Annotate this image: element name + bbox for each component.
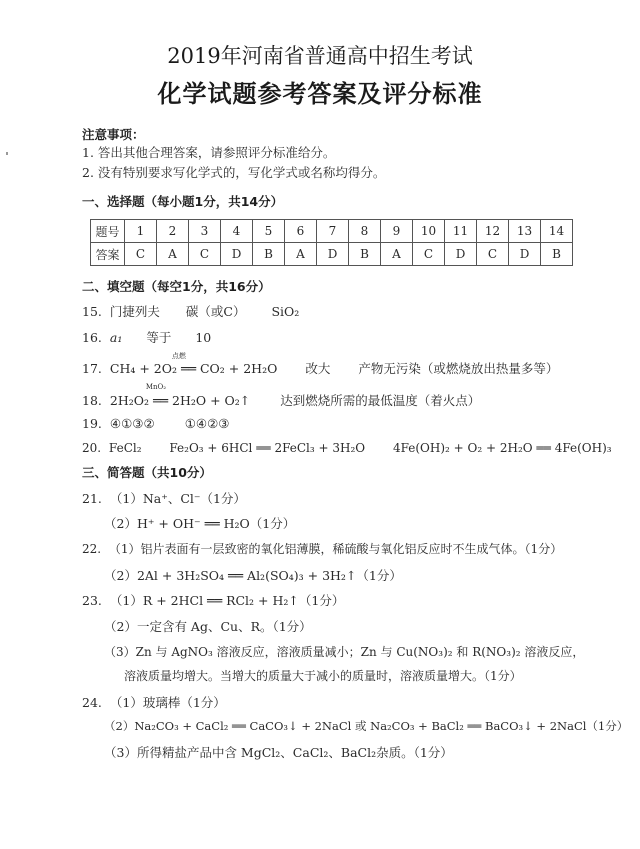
note-item: 2. 没有特别要求写化学式的，写化学式或名称均得分。 [82,165,386,180]
table-cell: C [413,243,445,266]
answer-line: （3）Zn 与 AgNO₃ 溶液反应，溶液质量减小；Zn 与 Cu(NO₃)₂ 和 R(NO₃)₂ 溶液反应， [104,645,585,659]
answer: 产物无污染（或燃烧放出热量多等） [358,361,559,376]
answer: a₁ [109,330,123,345]
answer: 10 [195,330,212,345]
question-number: 24. [82,695,102,710]
table-cell: D [445,243,477,266]
table-cell: 6 [285,220,317,243]
table-cell: D [317,243,349,266]
question-17 [82,352,559,377]
table-cell: B [541,243,573,266]
table-cell: D [509,243,541,266]
answer-line: 21. （1）Na⁺、Cl⁻（1分） [82,491,246,506]
question-number: 20. [82,441,102,455]
table-row [91,220,573,243]
answer: 门捷列夫 [109,304,160,319]
page-subtitle: 化学试题参考答案及评分标准 [157,80,483,108]
answer-line: 溶液质量均增大。当增大的质量大于减小的质量时，溶液质量增大。（1分） [124,669,522,683]
question-15 [82,302,299,320]
table-cell: A [381,243,413,266]
table-cell: 5 [253,220,285,243]
answer: SiO₂ [271,304,300,319]
question-number: 21. [82,491,102,506]
answer: Fe₂O₃ + 6HCl ══ 2FeCl₃ + 3H₂O [169,441,366,455]
question-number: 17. [82,361,102,376]
table-cell: B [349,243,381,266]
answer: 等于 [146,330,172,345]
question-20 [82,441,612,455]
table-cell: 9 [381,220,413,243]
question-number: 19. [82,416,102,431]
table-cell: 题号 [91,220,125,243]
question-18 [82,383,481,409]
table-cell: A [285,243,317,266]
reaction-condition: MnO₂ [145,383,167,391]
answer: 碳（或C） [185,304,246,319]
question-number: 18. [82,393,102,408]
table-cell: 4 [221,220,253,243]
table-cell: 13 [509,220,541,243]
table-cell: 12 [477,220,509,243]
notes-heading: 注意事项： [82,127,145,142]
answer: ④①③② [109,416,155,431]
answer-table [90,219,573,266]
answer: FeCl₂ [108,441,142,455]
answer: 达到燃烧所需的最低温度（着火点） [280,393,481,408]
answer-line: 23. （1）R + 2HCl ══ RCl₂ + H₂↑（1分） [82,593,345,608]
table-cell: A [157,243,189,266]
answer-line: （3）所得精盐产品中含 MgCl₂、CaCl₂、BaCl₂杂质。（1分） [104,745,453,760]
table-cell: 答案 [91,243,125,266]
equation: 2H₂O₂ ══ 2H₂O + O₂↑ MnO₂ [109,383,251,408]
answer-line: （2）Na₂CO₃ + CaCl₂ ══ CaCO₃↓ + 2NaCl 或 Na₂CO₃ + BaCl₂ ══ BaCO₃↓ + 2NaCl（1分） [104,719,629,733]
table-row [91,243,573,266]
note-item: 1. 答出其他合理答案，请参照评分标准给分。 [82,145,336,160]
table-cell: 14 [541,220,573,243]
table-cell: 8 [349,220,381,243]
table-cell: C [189,243,221,266]
question-number: 22. [82,542,102,556]
scan-speck [6,152,8,155]
table-cell: 11 [445,220,477,243]
answer-line: 24. （1）玻璃棒（1分） [82,695,226,710]
answer-line: （2）一定含有 Ag、Cu、R。（1分） [104,619,312,634]
table-cell: 7 [317,220,349,243]
table-cell: C [125,243,157,266]
answer-line: （2）2Al + 3H₂SO₄ ══ Al₂(SO₄)₃ + 3H₂↑（1分） [104,568,402,583]
page-title: 2019年河南省普通高中招生考试 [167,44,473,68]
equation: CH₄ + 2O₂ ══ CO₂ + 2H₂O 点燃 [109,352,278,376]
table-cell: 3 [189,220,221,243]
table-cell: C [477,243,509,266]
section2-heading: 二、填空题（每空1分，共16分） [82,279,271,294]
table-cell: 10 [413,220,445,243]
section3-heading: 三、简答题（共10分） [82,465,212,480]
answer: 改大 [305,361,331,376]
question-16 [82,328,211,346]
table-cell: D [221,243,253,266]
question-number: 16. [82,330,102,345]
answer: 4Fe(OH)₂ + O₂ + 2H₂O ══ 4Fe(OH)₃ [392,441,612,455]
question-19 [82,416,230,431]
table-cell: 1 [125,220,157,243]
answer: ①④②③ [184,416,230,431]
table-cell: 2 [157,220,189,243]
table-cell: B [253,243,285,266]
section1-heading: 一、选择题（每小题1分，共14分） [82,194,284,209]
reaction-condition: 点燃 [171,352,186,360]
answer-line: 22. （1）铝片表面有一层致密的氧化铝薄膜，稀硫酸与氧化铝反应时不生成气体。（1分） [82,542,563,556]
answer-line: （2）H⁺ + OH⁻ ══ H₂O（1分） [104,516,296,531]
question-number: 15. [82,304,102,319]
question-number: 23. [82,593,102,608]
